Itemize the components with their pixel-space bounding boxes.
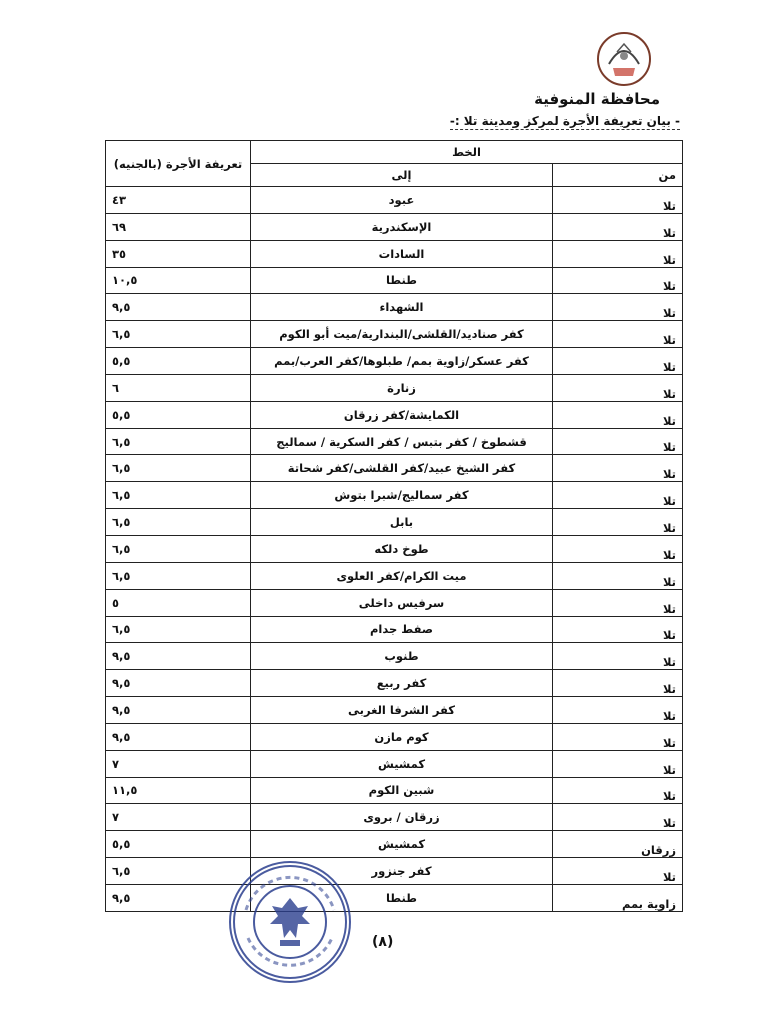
fare-cell: ٥,٥	[106, 401, 251, 428]
to-cell: طنطا	[251, 267, 553, 294]
to-cell: زنارة	[251, 374, 553, 401]
fare-table-body	[106, 187, 683, 912]
table-row	[106, 697, 683, 724]
from-cell: تلا	[553, 213, 683, 240]
fare-cell: ٥,٥	[106, 831, 251, 858]
fare-cell: ٧	[106, 804, 251, 831]
fare-cell: ٩,٥	[106, 697, 251, 724]
from-cell: تلا	[553, 267, 683, 294]
table-row	[106, 348, 683, 375]
to-cell: سرفيس داخلى	[251, 589, 553, 616]
table-row	[106, 455, 683, 482]
fare-cell: ٦٩	[106, 213, 251, 240]
official-stamp-icon	[226, 858, 354, 986]
fare-cell: ٥,٥	[106, 348, 251, 375]
to-cell: صفط جدام	[251, 616, 553, 643]
from-cell: تلا	[553, 348, 683, 375]
table-row	[106, 858, 683, 885]
table-row	[106, 884, 683, 911]
fare-cell: ٦,٥	[106, 616, 251, 643]
fare-cell: ٦,٥	[106, 455, 251, 482]
fare-cell: ٦,٥	[106, 482, 251, 509]
fare-cell: ٩,٥	[106, 884, 251, 911]
from-cell: زاوية بمم	[553, 884, 683, 911]
table-row	[106, 750, 683, 777]
to-cell: طنطا	[251, 884, 553, 911]
from-cell: تلا	[553, 804, 683, 831]
from-cell: تلا	[553, 750, 683, 777]
from-cell: تلا	[553, 670, 683, 697]
table-row	[106, 187, 683, 214]
fare-cell: ٤٣	[106, 187, 251, 214]
from-cell: تلا	[553, 482, 683, 509]
fare-cell: ٩,٥	[106, 723, 251, 750]
to-cell: الشهداء	[251, 294, 553, 321]
from-cell: تلا	[553, 697, 683, 724]
from-cell: تلا	[553, 187, 683, 214]
to-cell: كمشيش	[251, 831, 553, 858]
fare-cell: ٩,٥	[106, 670, 251, 697]
table-row	[106, 562, 683, 589]
table-row	[106, 321, 683, 348]
table-row	[106, 589, 683, 616]
table-row	[106, 777, 683, 804]
table-row	[106, 374, 683, 401]
fare-cell: ٦	[106, 374, 251, 401]
from-cell: تلا	[553, 321, 683, 348]
document-subtitle: - بيان تعريفة الأجرة لمركز ومدينة تلا :-	[449, 114, 680, 128]
fare-cell: ٩,٥	[106, 294, 251, 321]
from-cell: تلا	[553, 643, 683, 670]
from-cell: تلا	[553, 294, 683, 321]
table-row	[106, 294, 683, 321]
to-cell: شبين الكوم	[251, 777, 553, 804]
to-cell: ميت الكرام/كفر العلوى	[251, 562, 553, 589]
to-cell: كفر ربيع	[251, 670, 553, 697]
table-row	[106, 482, 683, 509]
fare-table	[105, 140, 683, 912]
to-cell: كوم مازن	[251, 723, 553, 750]
fare-cell: ٦,٥	[106, 321, 251, 348]
fare-cell: ٦,٥	[106, 535, 251, 562]
fare-cell: ٥	[106, 589, 251, 616]
from-cell: تلا	[553, 428, 683, 455]
table-row	[106, 240, 683, 267]
to-cell: كمشيش	[251, 750, 553, 777]
fare-cell: ٧	[106, 750, 251, 777]
from-cell: تلا	[553, 589, 683, 616]
fare-cell: ١٠,٥	[106, 267, 251, 294]
fare-cell: ٦,٥	[106, 858, 251, 885]
route-header: الخط	[251, 141, 683, 164]
table-row	[106, 428, 683, 455]
fare-cell: ٦,٥	[106, 509, 251, 536]
to-cell: كفر جنزور	[251, 858, 553, 885]
to-cell: كفر عسكر/زاوية بمم/ طبلوها/كفر العرب/بمم	[251, 348, 553, 375]
to-header: إلى	[251, 164, 553, 187]
table-row	[106, 670, 683, 697]
to-cell: كفر الشيخ عبيد/كفر القلشى/كفر شحاتة	[251, 455, 553, 482]
to-cell: كفر سماليج/شبرا بتوش	[251, 482, 553, 509]
to-cell: السادات	[251, 240, 553, 267]
table-row	[106, 616, 683, 643]
fare-cell: ١١,٥	[106, 777, 251, 804]
to-cell: طنوب	[251, 643, 553, 670]
governorate-emblem-icon	[595, 30, 653, 88]
from-cell: تلا	[553, 858, 683, 885]
from-cell: تلا	[553, 455, 683, 482]
table-row	[106, 509, 683, 536]
from-cell: تلا	[553, 401, 683, 428]
table-row	[106, 831, 683, 858]
table-row	[106, 804, 683, 831]
to-cell: الإسكندرية	[251, 213, 553, 240]
from-cell: تلا	[553, 374, 683, 401]
from-cell: زرقان	[553, 831, 683, 858]
from-header: من	[553, 164, 683, 187]
from-cell: تلا	[553, 535, 683, 562]
table-row	[106, 723, 683, 750]
fare-cell: ٩,٥	[106, 643, 251, 670]
table-header-row	[106, 141, 683, 164]
from-cell: تلا	[553, 240, 683, 267]
to-cell: زرقان / بروى	[251, 804, 553, 831]
table-row	[106, 401, 683, 428]
fare-cell: ٣٥	[106, 240, 251, 267]
to-cell: كفر الشرفا الغربى	[251, 697, 553, 724]
page-number: (٨)	[372, 934, 394, 950]
to-cell: كفر صناديد/القلشى/البندارية/ميت أبو الكوم	[251, 321, 553, 348]
to-cell: عبود	[251, 187, 553, 214]
table-row	[106, 643, 683, 670]
fare-header: تعريفة الأجرة (بالجنيه)	[106, 141, 251, 187]
to-cell: بابل	[251, 509, 553, 536]
to-cell: الكمايشة/كفر زرقان	[251, 401, 553, 428]
from-cell: تلا	[553, 562, 683, 589]
table-row	[106, 535, 683, 562]
from-cell: تلا	[553, 777, 683, 804]
to-cell: طوخ دلكه	[251, 535, 553, 562]
from-cell: تلا	[553, 723, 683, 750]
governorate-title: محافظة المنوفية	[534, 90, 660, 108]
table-row	[106, 267, 683, 294]
to-cell: قشطوخ / كفر بتبس / كفر السكرية / سماليج	[251, 428, 553, 455]
table-row	[106, 213, 683, 240]
fare-cell: ٦,٥	[106, 562, 251, 589]
fare-cell: ٦,٥	[106, 428, 251, 455]
from-cell: تلا	[553, 509, 683, 536]
from-cell: تلا	[553, 616, 683, 643]
